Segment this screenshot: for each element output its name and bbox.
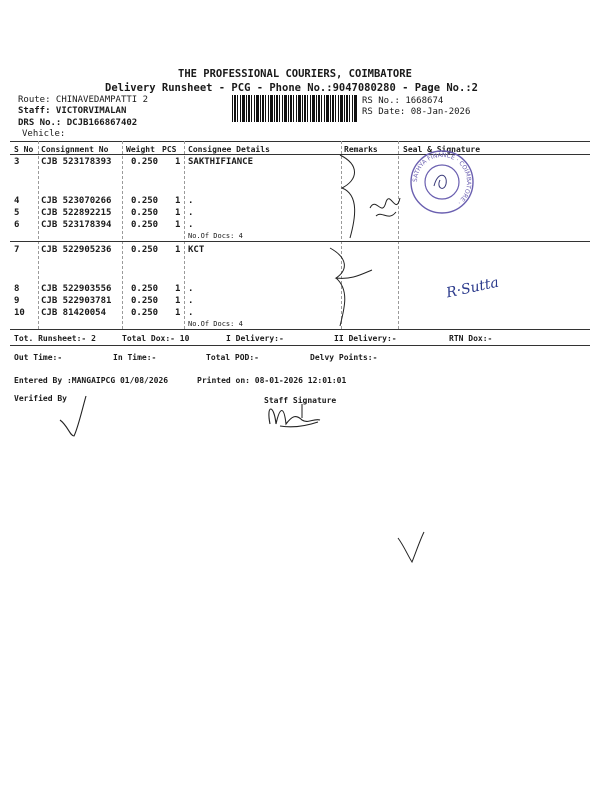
row-consignee: . bbox=[188, 308, 194, 318]
col-pcs: PCS bbox=[162, 145, 177, 154]
row-consignment: CJB 522892215 bbox=[41, 208, 112, 218]
staff-signature bbox=[262, 394, 332, 434]
route-label: Route: CHINAVEDAMPATTI 2 bbox=[18, 95, 149, 105]
docs-count: No.Of Docs: 4 bbox=[188, 320, 243, 328]
table-top-rule bbox=[10, 141, 590, 142]
out-time: Out Time:- bbox=[14, 353, 63, 362]
row-consignment: CJB 522905236 bbox=[41, 245, 112, 255]
row-consignee: . bbox=[188, 208, 194, 218]
vehicle-label: Vehicle: bbox=[22, 129, 66, 139]
bottom-scribble bbox=[394, 528, 434, 568]
row-weight: 0.250 bbox=[131, 196, 159, 206]
row-sno: 8 bbox=[14, 284, 20, 294]
printed-on: Printed on: 08-01-2026 12:01:01 bbox=[197, 376, 347, 385]
signature-scribble-1 bbox=[366, 188, 406, 228]
col-weight: Weight bbox=[126, 145, 155, 154]
row-consignment: CJB 523070266 bbox=[41, 196, 112, 206]
i-delivery: I Delivery:- bbox=[226, 334, 284, 343]
staff-signature-label: Staff Signature bbox=[264, 396, 337, 405]
col-sep-3 bbox=[184, 141, 185, 329]
col-sno: S No bbox=[14, 145, 34, 154]
docs-count: No.Of Docs: 4 bbox=[188, 232, 243, 240]
row-sno: 4 bbox=[14, 196, 20, 206]
verified-signature bbox=[56, 392, 96, 442]
row-consignee: . bbox=[188, 296, 194, 306]
row-pcs: 1 bbox=[175, 196, 181, 206]
row-sno: 6 bbox=[14, 220, 20, 230]
col-sep-1 bbox=[38, 141, 39, 329]
row-weight: 0.250 bbox=[131, 208, 159, 218]
rtn-dox: RTN Dox:- bbox=[449, 334, 493, 343]
drs-number: DRS No.: DCJB166867402 bbox=[18, 118, 138, 128]
row-weight: 0.250 bbox=[131, 308, 159, 318]
total-pod: Total POD:- bbox=[206, 353, 259, 362]
row-sno: 7 bbox=[14, 245, 20, 255]
total-dox: Total Dox:- 10 bbox=[122, 334, 190, 343]
rs-date: RS Date: 08-Jan-2026 bbox=[362, 107, 471, 117]
row-sno: 9 bbox=[14, 296, 20, 306]
row-consignment: CJB 523178393 bbox=[41, 157, 112, 167]
row-sno: 5 bbox=[14, 208, 20, 218]
company-title: THE PROFESSIONAL COURIERS, COIMBATORE bbox=[178, 68, 412, 80]
row-pcs: 1 bbox=[175, 220, 181, 230]
barcode bbox=[232, 95, 358, 122]
row-consignee: . bbox=[188, 196, 194, 206]
stamp-ring-text: SATHYA FINANCE · COIMBATORE · bbox=[411, 151, 473, 206]
verified-by-label: Verified By bbox=[14, 394, 67, 403]
delvy-points: Delvy Points:- bbox=[310, 353, 378, 362]
row-consignee: . bbox=[188, 220, 194, 230]
row-sno: 10 bbox=[14, 308, 25, 318]
row-weight: 0.250 bbox=[131, 284, 159, 294]
row-sno: 3 bbox=[14, 157, 20, 167]
staff-label: Staff: VICTORVIMALAN bbox=[18, 106, 127, 116]
totals-rule bbox=[10, 345, 590, 346]
row-pcs: 1 bbox=[175, 296, 181, 306]
in-time: In Time:- bbox=[113, 353, 157, 362]
group-rule-1 bbox=[10, 241, 590, 242]
seal-stamp bbox=[408, 148, 478, 218]
row-consignee: SAKTHIFIANCE bbox=[188, 157, 254, 167]
row-pcs: 1 bbox=[175, 208, 181, 218]
row-weight: 0.250 bbox=[131, 245, 159, 255]
row-consignee: . bbox=[188, 284, 194, 294]
col-sep-2 bbox=[122, 141, 123, 329]
col-consignee: Consignee Details bbox=[188, 145, 270, 154]
row-weight: 0.250 bbox=[131, 296, 159, 306]
row-pcs: 1 bbox=[175, 157, 181, 167]
col-consignment: Consignment No bbox=[41, 145, 109, 154]
col-remarks: Remarks bbox=[344, 145, 378, 154]
group-rule-2 bbox=[10, 329, 590, 330]
row-consignment: CJB 81420054 bbox=[41, 308, 107, 318]
remarks-scribble-2 bbox=[322, 240, 402, 330]
row-weight: 0.250 bbox=[131, 157, 159, 167]
runsheet-title: Delivery Runsheet - PCG - Phone No.:9047080280 - Page No.:2 bbox=[105, 82, 478, 94]
row-consignment: CJB 522903781 bbox=[41, 296, 112, 306]
row-consignee: KCT bbox=[188, 245, 205, 255]
row-consignment: CJB 522903556 bbox=[41, 284, 112, 294]
row-weight: 0.250 bbox=[131, 220, 159, 230]
receiver-handwriting: R·Sutta bbox=[444, 274, 501, 302]
row-consignment: CJB 523178394 bbox=[41, 220, 112, 230]
rs-number: RS No.: 1668674 bbox=[362, 96, 444, 106]
table-header-rule bbox=[10, 154, 590, 155]
row-pcs: 1 bbox=[175, 308, 181, 318]
col-seal: Seal & Signature bbox=[403, 145, 481, 154]
total-runsheet: Tot. Runsheet:- 2 bbox=[14, 334, 96, 343]
entered-by: Entered By :MANGAIPCG 01/08/2026 bbox=[14, 376, 169, 385]
row-pcs: 1 bbox=[175, 245, 181, 255]
row-pcs: 1 bbox=[175, 284, 181, 294]
ii-delivery: II Delivery:- bbox=[334, 334, 397, 343]
